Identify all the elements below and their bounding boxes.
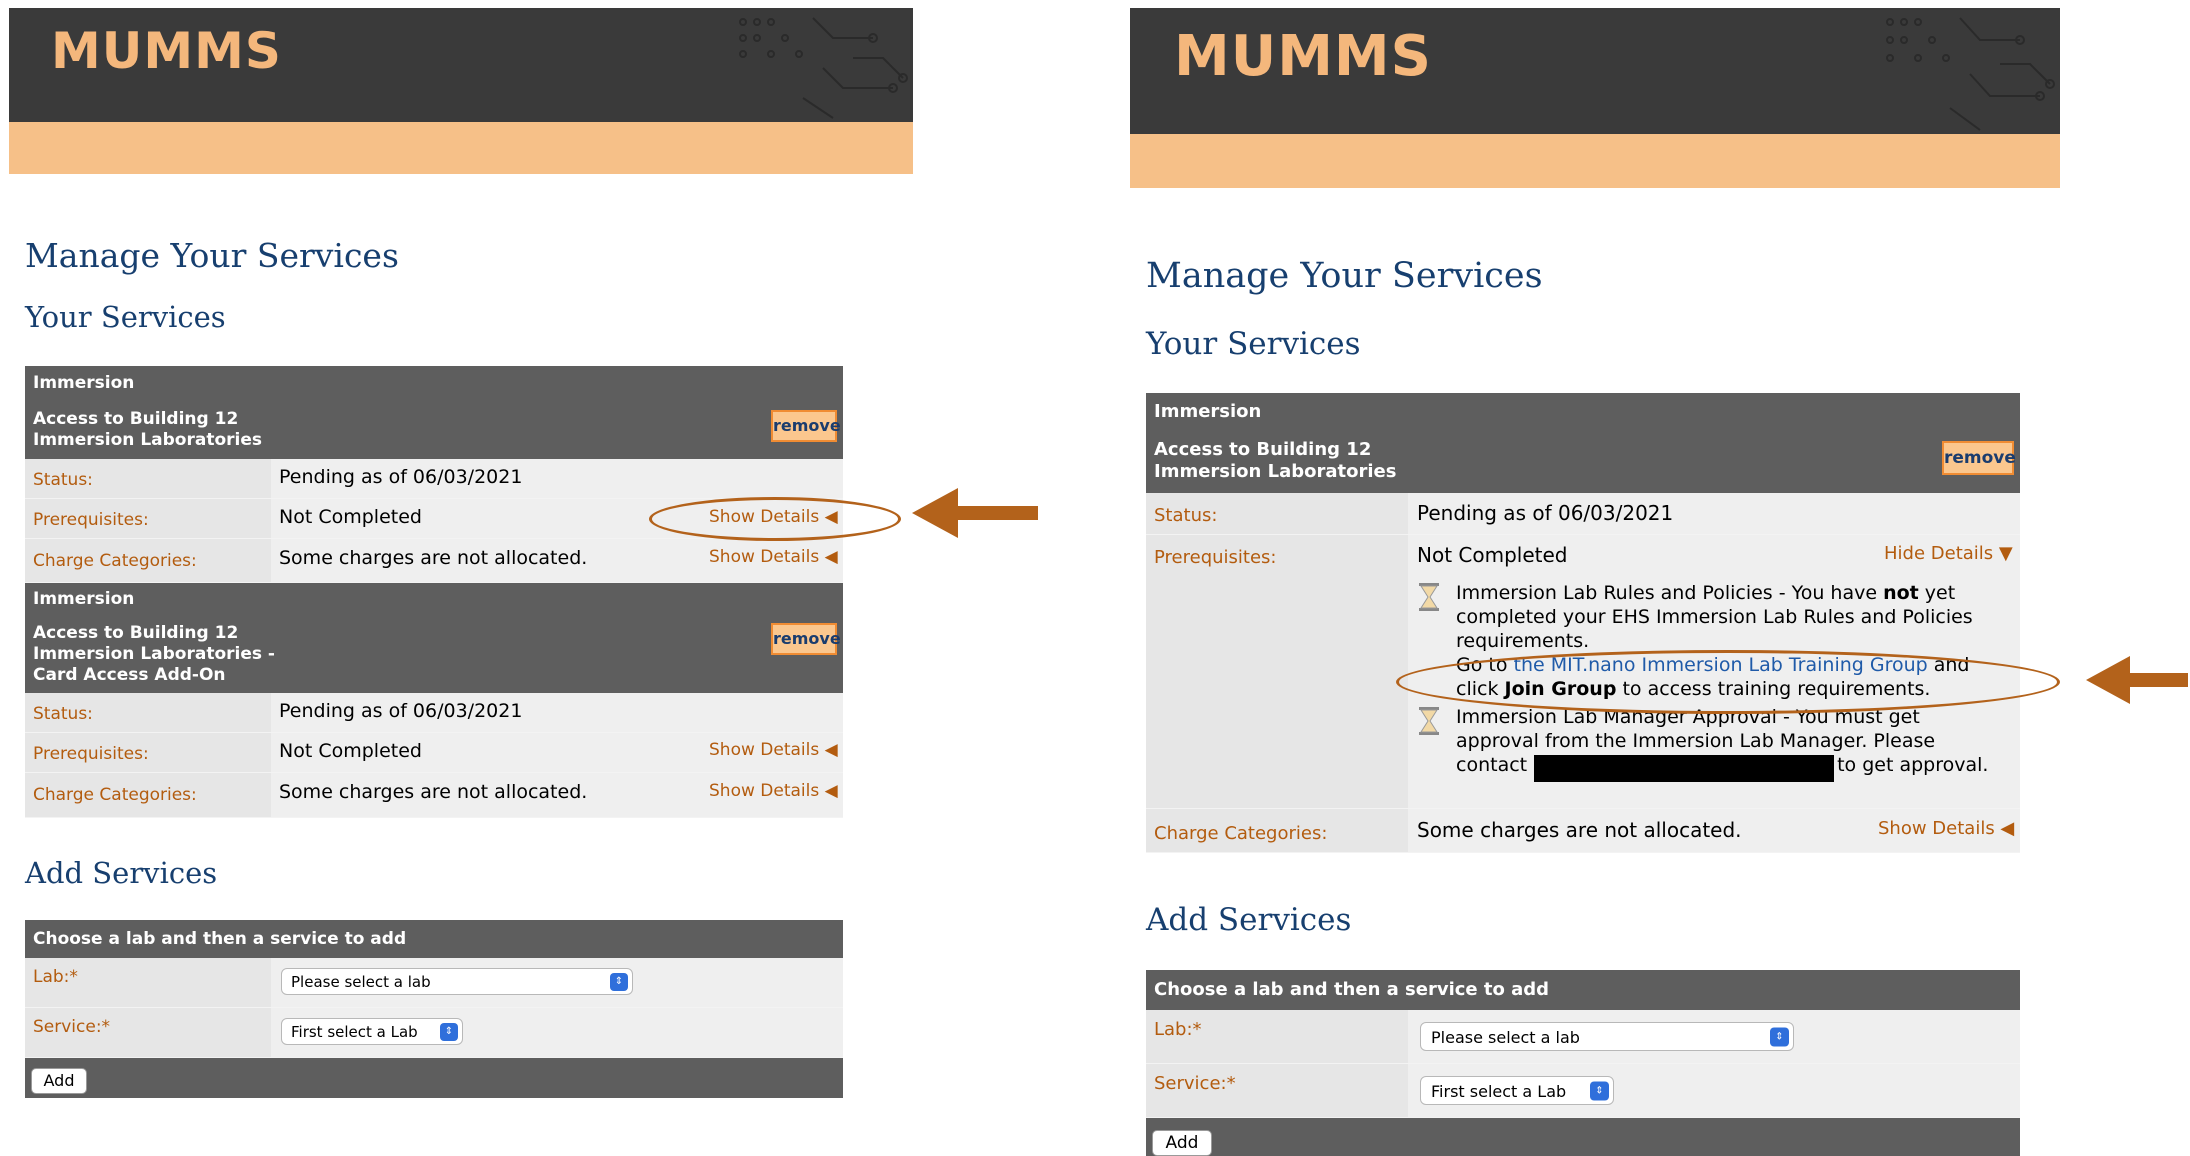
add-services-form bbox=[25, 920, 843, 1098]
banner-strip bbox=[9, 122, 913, 174]
annotation-arrow-icon bbox=[912, 488, 1042, 538]
remove-button[interactable]: remove bbox=[1942, 441, 2014, 475]
show-details-link[interactable]: Show Details ◀ bbox=[709, 547, 838, 567]
hourglass-icon bbox=[1417, 583, 1441, 611]
add-form-footer bbox=[1146, 1118, 2020, 1156]
service-row: Service:* First select a Lab ⇕ bbox=[25, 1008, 843, 1058]
services-table bbox=[25, 366, 843, 818]
hourglass-icon bbox=[1417, 707, 1441, 735]
service-lab: Immersion bbox=[33, 373, 135, 393]
banner-strip bbox=[1130, 134, 2060, 188]
service-row: Service:* First select a Lab ⇕ bbox=[1146, 1064, 2020, 1118]
service-lab: Immersion bbox=[1154, 401, 1262, 422]
prerequisites-row: Prerequisites: Not Completed Hide Details ▼ Immersion Lab Rules and Policies - You have not yet completed your EHS Immersion Lab Rules and Policies requirements. Go to the MIT.nano Immersion Lab Training Group and click Join Group to access training requirements. Immersion Lab Manager Approval - You must get approval from the Immersion Lab Manager. Please contact to get approval. bbox=[1146, 535, 2020, 809]
left-screenshot bbox=[9, 8, 913, 1098]
remove-button[interactable]: remove bbox=[771, 623, 837, 655]
charge-categories-row: Charge Categories: Some charges are not allocated. Show Details ◀ bbox=[1146, 809, 2020, 853]
prerequisite-item: Immersion Lab Rules and Policies - You have not yet completed your EHS Immersion Lab Rules and Policies requirements. Go to the MIT.nano Immersion Lab Training Group and click Join Group to access training requirements. bbox=[1456, 582, 1973, 700]
add-services-form bbox=[1146, 970, 2020, 1156]
circuit-decoration-icon bbox=[713, 8, 913, 122]
service-header bbox=[25, 366, 843, 459]
select-chevron-icon: ⇕ bbox=[610, 973, 628, 991]
annotation-oval bbox=[1396, 650, 2060, 714]
service-lab: Immersion bbox=[33, 589, 135, 609]
table-row: Charge Categories: Some charges are not allocated. Show Details ◀ bbox=[25, 539, 843, 583]
your-services-heading: Your Services bbox=[25, 300, 226, 334]
select-chevron-icon: ⇕ bbox=[440, 1023, 458, 1041]
service-name: Access to Building 12 Immersion Laboratories - Card Access Add-On bbox=[33, 623, 275, 685]
table-row: Status: Pending as of 06/03/2021 bbox=[25, 459, 843, 499]
lab-row: Lab:* Please select a lab ⇕ bbox=[25, 958, 843, 1008]
add-services-heading: Add Services bbox=[1146, 902, 1352, 938]
lab-select[interactable]: Please select a lab ⇕ bbox=[1420, 1022, 1794, 1051]
service-header bbox=[25, 583, 843, 693]
show-details-link[interactable]: Show Details ◀ bbox=[709, 507, 838, 527]
table-row: Prerequisites: Not Completed Show Details ◀ bbox=[25, 733, 843, 773]
hide-details-link[interactable]: Hide Details ▼ bbox=[1884, 543, 2013, 564]
remove-button[interactable]: remove bbox=[771, 410, 837, 442]
add-form-footer bbox=[25, 1058, 843, 1098]
show-details-link[interactable]: Show Details ◀ bbox=[709, 781, 838, 801]
site-banner bbox=[9, 8, 913, 122]
table-row: Prerequisites: Not Completed Show Details ◀ bbox=[25, 499, 843, 539]
circuit-decoration-icon bbox=[1860, 8, 2060, 134]
training-group-link[interactable]: the MIT.nano Immersion Lab Training Group bbox=[1513, 654, 1928, 676]
table-row: Charge Categories: Some charges are not allocated. Show Details ◀ bbox=[25, 773, 843, 818]
status-row: Status: Pending as of 06/03/2021 bbox=[1146, 493, 2020, 535]
redacted-contact bbox=[1534, 755, 1834, 782]
add-form-header: Choose a lab and then a service to add bbox=[25, 920, 843, 958]
your-services-heading: Your Services bbox=[1146, 326, 1361, 362]
add-form-header: Choose a lab and then a service to add bbox=[1146, 970, 2020, 1010]
annotation-arrow-icon bbox=[2086, 656, 2190, 704]
service-header bbox=[1146, 393, 2020, 493]
select-chevron-icon: ⇕ bbox=[1770, 1027, 1789, 1046]
service-name: Access to Building 12 Immersion Laboratories bbox=[1154, 439, 1397, 482]
lab-select[interactable]: Please select a lab ⇕ bbox=[281, 968, 633, 995]
service-select[interactable]: First select a Lab ⇕ bbox=[281, 1018, 463, 1045]
service-name: Access to Building 12 Immersion Laboratories bbox=[33, 409, 262, 450]
show-details-link[interactable]: Show Details ◀ bbox=[709, 740, 838, 760]
add-button[interactable]: Add bbox=[31, 1068, 87, 1094]
site-banner bbox=[1130, 8, 2060, 134]
service-select[interactable]: First select a Lab ⇕ bbox=[1420, 1076, 1614, 1105]
show-details-link[interactable]: Show Details ◀ bbox=[1878, 818, 2015, 839]
mumms-logo: MUMMS bbox=[1174, 24, 1432, 89]
prerequisite-item: Immersion Lab Manager Approval - You must get approval from the Immersion Lab Manager. Please contact to get approval. bbox=[1456, 706, 1989, 776]
mumms-logo: MUMMS bbox=[51, 22, 282, 80]
services-table bbox=[1146, 393, 2020, 853]
page-title: Manage Your Services bbox=[1146, 256, 1543, 296]
right-screenshot bbox=[1130, 8, 2060, 1156]
add-services-heading: Add Services bbox=[25, 856, 218, 890]
add-button[interactable]: Add bbox=[1152, 1130, 1212, 1156]
annotation-oval bbox=[649, 497, 901, 541]
lab-row: Lab:* Please select a lab ⇕ bbox=[1146, 1010, 2020, 1064]
page-title: Manage Your Services bbox=[25, 236, 399, 275]
select-chevron-icon: ⇕ bbox=[1590, 1081, 1609, 1100]
table-row: Status: Pending as of 06/03/2021 bbox=[25, 693, 843, 733]
